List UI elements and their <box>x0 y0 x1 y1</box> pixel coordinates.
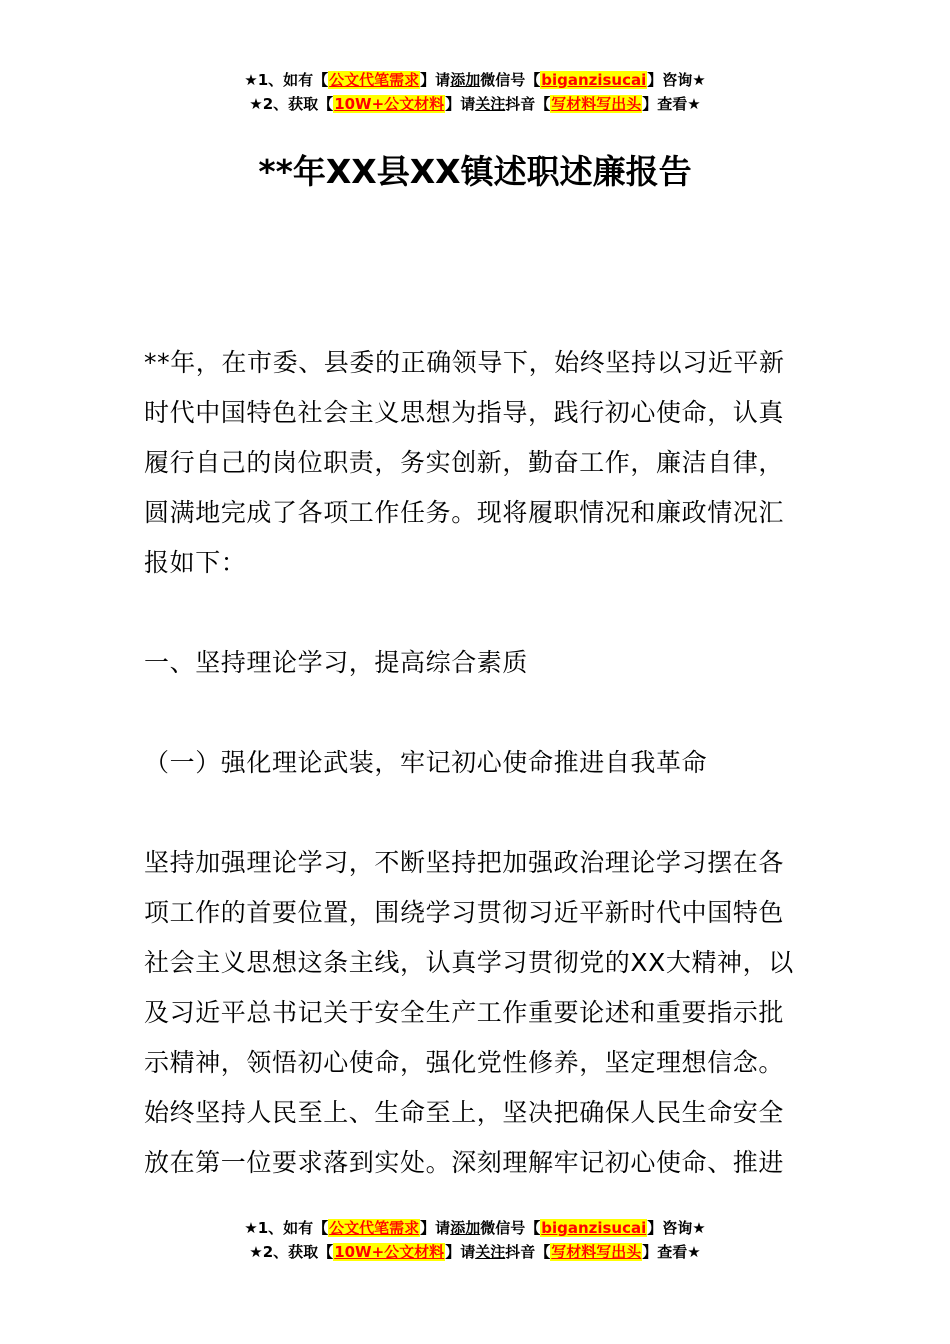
promo-highlight: 公文代笔需求 <box>329 1219 420 1237</box>
promo-line-2: ★2、获取【10W+公文材料】请关注抖音【写材料写出头】查看★ <box>249 1243 701 1261</box>
document-body <box>144 338 808 1188</box>
promo-highlight: 10W+公文材料 <box>334 95 445 113</box>
promo-highlight: 公文代笔需求 <box>329 71 420 89</box>
subsection-heading: （一）强化理论武装，牢记初心使命推进自我革命 <box>144 748 708 777</box>
intro-paragraph: **年，在市委、县委的正确领导下，始终坚持以习近平新时代中国特色社会主义思想为指导，践行初心使命，认真履行自己的岗位职责，务实创新，勤奋工作，廉洁自律，圆满地完成了各项工作任务。现将履职情况和廉政情况汇报如下： <box>144 348 785 577</box>
promo-line-2: ★2、获取【10W+公文材料】请关注抖音【写材料写出头】查看★ <box>249 95 701 113</box>
promo-line-1: ★1、如有【公文代笔需求】请添加微信号【biganzisucai】咨询★ <box>244 71 706 89</box>
document-title: **年XX县XX镇述职述廉报告 <box>258 152 692 191</box>
promo-banner-top <box>0 68 950 116</box>
promo-banner-bottom <box>0 1216 950 1264</box>
promo-highlight: 写材料写出头 <box>551 1243 642 1261</box>
promo-highlight: 10W+公文材料 <box>334 1243 445 1261</box>
promo-highlight: biganzisucai <box>541 71 647 89</box>
body-paragraph: 坚持加强理论学习，不断坚持把加强政治理论学习摆在各项工作的首要位置，围绕学习贯彻习近平新时代中国特色社会主义思想这条主线，认真学习贯彻党的XX大精神，以及习近平总书记关于安全生产工作重要论述和重要指示批示精神，领悟初心使命，强化党性修养，坚定理想信念。始终坚持人民至上、生命至上，坚决把确保人民生命安全放在第一位要求落到实处。深刻理解牢记初心使命、推进 <box>144 848 794 1177</box>
promo-line-1: ★1、如有【公文代笔需求】请添加微信号【biganzisucai】咨询★ <box>244 1219 706 1237</box>
section-heading: 一、坚持理论学习，提高综合素质 <box>144 648 529 677</box>
promo-highlight: 写材料写出头 <box>551 95 642 113</box>
promo-highlight: biganzisucai <box>541 1219 647 1237</box>
